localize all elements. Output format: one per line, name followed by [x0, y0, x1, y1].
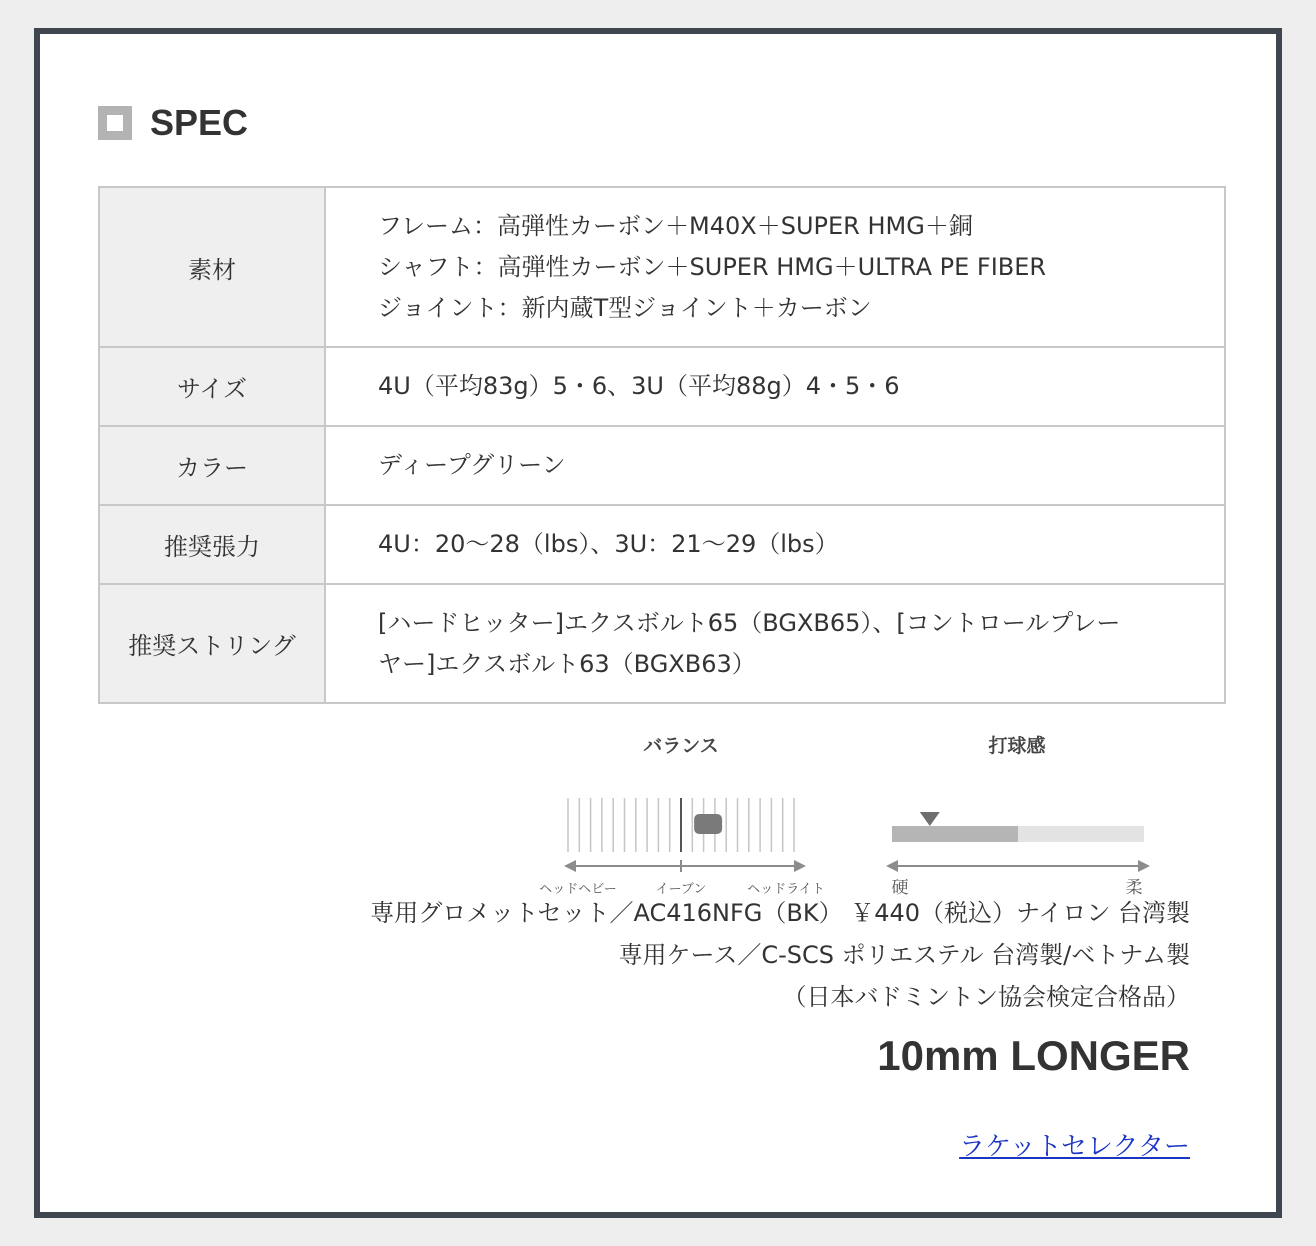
- spec-label: サイズ: [99, 347, 325, 426]
- spec-label: 素材: [99, 187, 325, 347]
- balance-marker: [694, 814, 722, 834]
- balance-label-head-heavy: ヘッドヘビー: [539, 882, 617, 897]
- spec-value-line: [ハードヒッター]エクスボルト65（BGXB65）、[コントロールプレー: [378, 608, 1121, 637]
- feel-left-arrow-icon: [886, 860, 898, 872]
- spec-value: [325, 584, 1225, 703]
- balance-right-arrow-icon: [794, 860, 806, 872]
- section-heading: [98, 102, 248, 144]
- certification-note: （日本バドミントン協会検定合格品）: [782, 983, 1190, 1011]
- spec-value-line: シャフト：高弾性カーボン＋SUPER HMG＋ULTRA PE FIBER: [378, 252, 1047, 281]
- spec-row-size: [99, 347, 1225, 426]
- feel-bar-fill: [892, 826, 1018, 842]
- feel-right-arrow-icon: [1138, 860, 1150, 872]
- balance-label-even: イーブン: [655, 882, 707, 897]
- balance-feel-chart: [530, 730, 1143, 898]
- tagline: 10mm LONGER: [877, 1032, 1190, 1079]
- case-note: 専用ケース／C-SCS ポリエステル 台湾製/ベトナム製: [618, 941, 1190, 969]
- spec-row-material: [99, 187, 1225, 347]
- spec-value-line: ヤー]エクスボルト63（BGXB63）: [378, 649, 756, 678]
- balance-label-head-light: ヘッドライト: [747, 882, 825, 897]
- spec-value: [325, 426, 1225, 505]
- spec-label: 推奨張力: [99, 505, 325, 584]
- spec-value-line: 4U：20〜28（lbs）、3U：21〜29（lbs）: [378, 530, 839, 558]
- spec-value: [325, 347, 1225, 426]
- grommet-note: 専用グロメットセット／AC416NFG（BK） ￥440（税込）ナイロン 台湾製: [370, 899, 1190, 927]
- spec-value-line: ジョイント：新内蔵T型ジョイント＋カーボン: [378, 293, 872, 322]
- spec-value: [325, 505, 1225, 584]
- spec-row-tension: [99, 505, 1225, 584]
- spec-row-color: [99, 426, 1225, 505]
- spec-value-line: ディープグリーン: [378, 451, 566, 479]
- spec-label: カラー: [99, 426, 325, 505]
- spec-value: [325, 187, 1225, 347]
- racket-selector-link[interactable]: ラケットセレクター: [959, 1132, 1190, 1162]
- accessory-notes: [190, 892, 1190, 1018]
- square-bullet-icon: [98, 106, 132, 140]
- spec-table: [98, 186, 1226, 704]
- feel-title: 打球感: [988, 735, 1046, 757]
- balance-title: バランス: [643, 735, 719, 757]
- section-title: SPEC: [150, 102, 249, 143]
- feel-marker-icon: [920, 812, 940, 826]
- feel-label-hard: 硬: [891, 878, 909, 898]
- spec-panel: [34, 28, 1282, 1218]
- balance-scale-ticks: [568, 798, 794, 852]
- spec-value-line: フレーム：高弾性カーボン＋M40X＋SUPER HMG＋銅: [378, 211, 973, 240]
- feel-label-soft: 柔: [1125, 878, 1143, 898]
- spec-row-string: [99, 584, 1225, 703]
- balance-left-arrow-icon: [564, 860, 576, 872]
- spec-value-line: 4U（平均83g）5・6、3U（平均88g）4・5・6: [378, 372, 900, 400]
- spec-label: 推奨ストリング: [99, 584, 325, 703]
